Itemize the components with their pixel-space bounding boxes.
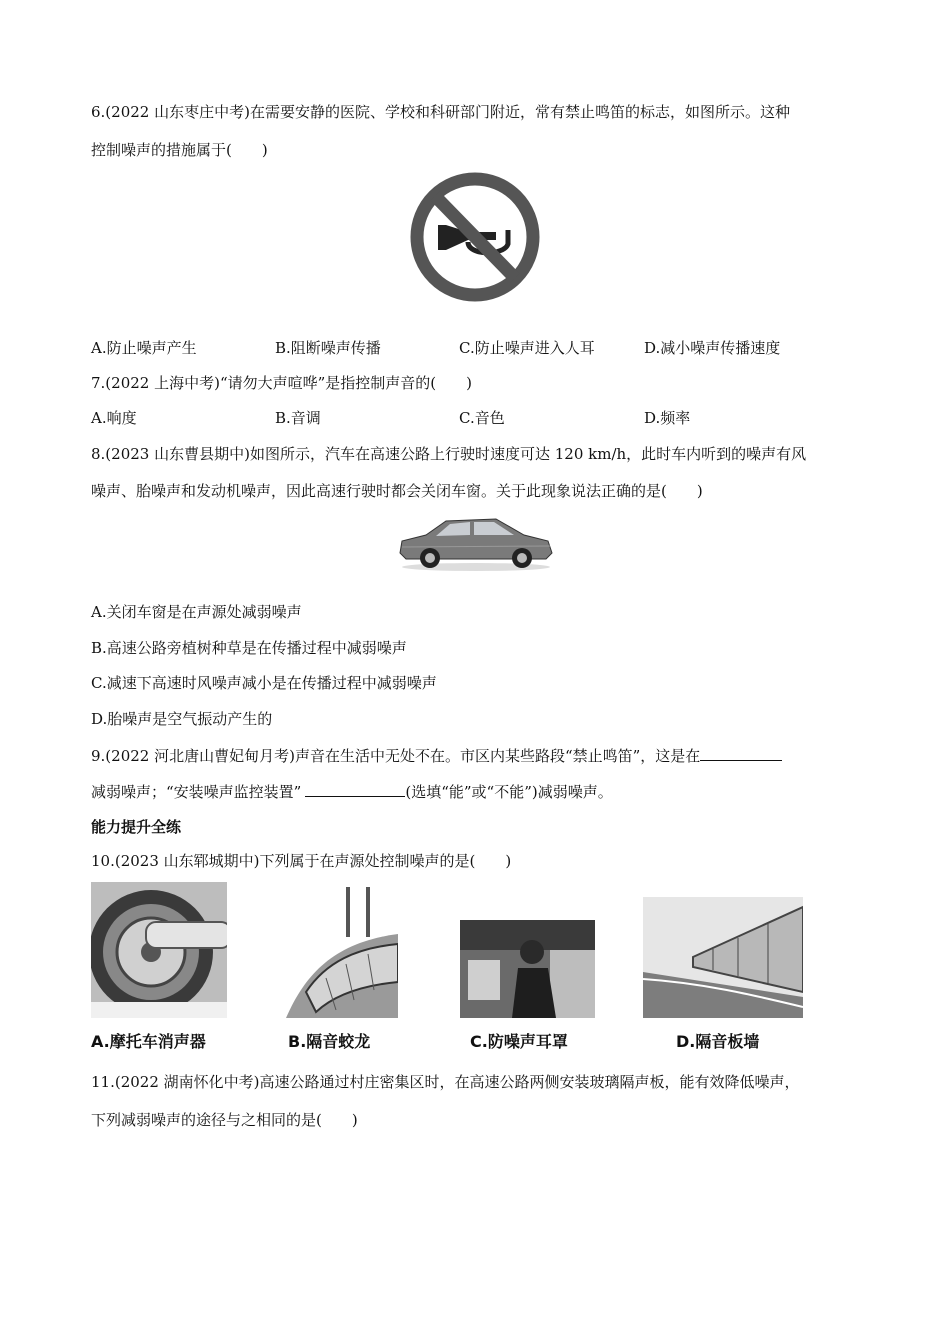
q9-stem-line2 [91,781,613,802]
section-heading: 能力提升全练 [91,818,182,836]
q8-option-c: C.减速下高速时风噪声减小是在传播过程中减弱噪声 [91,674,437,692]
q9-stem-line1 [91,745,782,766]
q8-stem-line2: 噪声、胎噪声和发动机噪声，因此高速行驶时都会关闭车窗。关于此现象说法正确的是( ) [91,482,703,500]
sound-insulation-tunnel-image [276,882,398,1018]
q8-option-a: A.关闭车窗是在声源处减弱噪声 [91,603,302,621]
q6-option-a: A.防止噪声产生 [91,339,197,357]
q7-stem: 7.(2022 上海中考)“请勿大声喧哗”是指控制声音的( ) [91,374,473,392]
q10-caption-d: D.隔音板墙 [676,1032,760,1051]
q9-text-part1: 9.(2022 河北唐山曹妃甸月考)声音在生活中无处不在。市区内某些路段“禁止鸣笛”，这是在 [91,747,701,765]
q8-option-b: B.高速公路旁植树种草是在传播过程中减弱噪声 [91,639,407,657]
q6-option-d: D.减小噪声传播速度 [644,339,781,357]
q6-option-b: B.阻断噪声传播 [275,339,381,357]
q10-stem: 10.(2023 山东郓城期中)下列属于在声源处控制噪声的是( ) [91,852,512,870]
q10-caption-a: A.摩托车消声器 [91,1032,206,1051]
no-honking-sign-icon [408,170,542,304]
q9-answer-blank-1 [700,745,782,761]
q9-text-part2: 减弱噪声；“安装噪声监控装置” [91,783,302,801]
q10-caption-b: B.隔音蛟龙 [288,1032,371,1051]
motorcycle-muffler-image [91,882,227,1018]
earmuff-worker-image [460,920,595,1018]
sound-barrier-wall-image [643,897,803,1018]
q11-stem-line1: 11.(2022 湖南怀化中考)高速公路通过村庄密集区时，在高速公路两侧安装玻璃隔声板，能有效降低噪声， [91,1073,800,1091]
car-illustration [396,513,556,573]
q7-option-d: D.频率 [644,409,691,427]
q9-text-part3: (选填“能”或“不能”)减弱噪声。 [405,783,613,801]
q6-option-c: C.防止噪声进入人耳 [459,339,595,357]
q11-stem-line2: 下列减弱噪声的途径与之相同的是( ) [91,1111,358,1129]
q9-answer-blank-2 [305,781,405,797]
q7-option-c: C.音色 [459,409,505,427]
q10-caption-c: C.防噪声耳罩 [470,1032,568,1051]
q7-option-b: B.音调 [275,409,321,427]
q6-stem-line2: 控制噪声的措施属于( ) [91,141,268,159]
q8-stem-line1: 8.(2023 山东曹县期中)如图所示，汽车在高速公路上行驶时速度可达 120 km/h，此时车内听到的噪声有风 [91,445,807,463]
q8-option-d: D.胎噪声是空气振动产生的 [91,710,273,728]
q7-option-a: A.响度 [91,409,137,427]
q6-stem-line1: 6.(2022 山东枣庄中考)在需要安静的医院、学校和科研部门附近，常有禁止鸣笛的标志，如图所示。这种 [91,103,790,121]
